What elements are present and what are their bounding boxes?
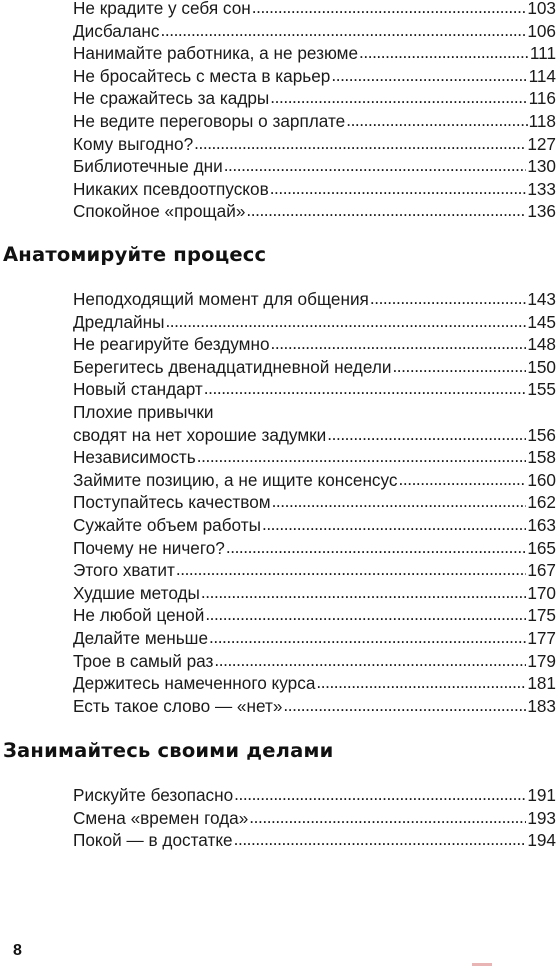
toc-entry-page: 167 [527,560,556,581]
dot-leader [234,783,526,806]
dot-leader [331,64,527,87]
toc-entry-page: 130 [527,156,556,177]
toc-entry-title: Займите позицию, а не ищите консенсус [73,469,398,490]
toc-entry [73,333,556,356]
toc-entry [73,288,556,311]
dot-leader [161,19,527,42]
dot-leader [209,626,526,649]
toc-entry-page: 116 [528,88,556,109]
dot-leader [224,154,527,177]
toc-entry-page: 106 [527,20,556,41]
toc-entry-title: Кому выгодно? [73,133,194,154]
toc-entry-page: 148 [527,334,556,355]
dot-leader [214,649,526,672]
toc-entry-page: 163 [527,514,556,535]
toc-entry [73,672,556,695]
dot-leader [271,332,527,355]
toc-entry-title: Этого хватит [73,560,175,581]
section-heading: Анатомируйте процесс [3,243,267,266]
toc-entry-page: 181 [527,673,556,694]
toc-entry-title: Спокойное «прощай» [73,201,246,222]
toc-entry-title: Нанимайте работника, а не резюме [73,43,359,64]
toc-entry [73,378,556,401]
toc-entry [73,200,556,223]
dot-leader [399,468,527,491]
toc-entry [73,582,556,605]
toc-entry-title: Есть такое слово — «нет» [73,695,283,716]
toc-entry-title: Не реагируйте бездумно [73,334,270,355]
toc-entry-page: 145 [527,311,556,332]
toc-entry [73,42,556,65]
toc-entry-title: Худшие методы [73,582,200,603]
dot-leader [270,86,527,109]
toc-list-continued [73,0,556,223]
toc-entry-page: 179 [527,650,556,671]
toc-entry-page: 143 [527,289,556,309]
toc-entry-page: 170 [527,582,556,603]
dot-leader [359,41,529,64]
toc-entry-title: Не сражайтесь за кадры [73,88,270,109]
toc-entry-page: 150 [527,356,556,377]
toc-entry [73,537,556,560]
dot-leader [176,558,526,581]
toc-entry-title: Библиотечные дни [73,156,223,177]
dot-leader [262,513,526,536]
dot-leader [234,828,527,851]
dot-leader [252,0,527,19]
toc-entry-title: Не бросайтесь с места в карьер [73,65,331,86]
toc-entry [73,311,556,334]
toc-entry-title: Дредлайны [73,311,165,332]
toc-entry [73,446,556,469]
dot-leader [165,310,526,333]
scan-edge-mark [472,963,492,966]
toc-entry [73,695,556,718]
dot-leader [201,581,526,604]
dot-leader [316,671,526,694]
section-heading: Занимайтесь своими делами [3,739,334,762]
toc-entry [73,356,556,379]
toc-entry-page: 156 [527,424,556,445]
toc-entry-page: 136 [527,201,556,222]
toc-entry [73,469,556,492]
toc-entry-title: Смена «времен года» [73,807,249,828]
toc-entry-title: Трое в самый раз [73,650,214,671]
toc-entry-title: Рискуйте безопасно [73,785,234,805]
toc-entry-page: 191 [527,785,556,805]
toc-entry-title: Не ведите переговоры о зарплате [73,110,346,131]
toc-entry-page: 177 [527,627,556,648]
toc-entry [73,627,556,650]
toc-entry [73,559,556,582]
toc-entry [73,178,556,201]
dot-leader [272,490,527,513]
toc-entry-page: 118 [528,110,556,131]
toc-entry-title: Дисбаланс [73,20,160,41]
dot-leader [270,177,527,200]
dot-leader [205,603,526,626]
toc-entry-page: 194 [527,830,556,851]
toc-entry-page: 175 [527,605,556,626]
toc-entry-title: Не крадите у себя сон [73,0,251,18]
toc-entry-page: 183 [527,695,556,716]
toc-entry [73,514,556,537]
dot-leader [392,355,526,378]
toc-entry-title: Держитесь намеченного курса [73,673,316,694]
toc-entry-page: 111 [529,43,556,64]
toc-entry [73,87,556,110]
toc-entry [73,650,556,673]
toc-entry-page: 158 [527,447,556,468]
toc-entry-page: 103 [527,0,556,18]
toc-entry-title: Почему не ничего? [73,537,225,558]
toc-entry [73,133,556,156]
toc-entry [73,829,556,852]
toc-entry-page: 160 [527,469,556,490]
toc-entry-title: Берегитесь двенадцатидневной недели [73,356,392,377]
toc-entry-page: 155 [527,379,556,400]
toc-entry-title: Сужайте объем работы [73,514,261,535]
dot-leader [246,199,526,222]
dot-leader [197,445,527,468]
dot-leader [249,806,526,829]
toc-entry-page: 193 [527,807,556,828]
toc-entry-line2 [73,424,556,447]
toc-entry-title-line1: Плохие привычки [73,401,214,422]
dot-leader [194,132,526,155]
toc-entry [73,784,556,807]
dot-leader [327,423,526,446]
toc-entry-title: Новый стандарт [73,379,203,400]
dot-leader [204,377,527,400]
toc-entry [73,604,556,627]
toc-entry-page: 162 [527,492,556,513]
toc-entry-title: Не любой ценой [73,605,205,626]
toc-list-section [73,784,556,852]
toc-entry [73,0,556,20]
toc-entry-title: Неподходящий момент для общения [73,289,369,309]
dot-leader [226,536,526,559]
dot-leader [346,109,527,132]
toc-entry-page: 114 [528,65,556,86]
dot-leader [283,694,526,717]
toc-entry-title: Независимость [73,447,196,468]
toc-entry [73,110,556,133]
toc-entry-title: Никаких псевдоотпусков [73,178,269,199]
toc-entry-title: Делайте меньше [73,627,208,648]
toc-entry-title: Поступайтесь качеством [73,492,271,513]
toc-entry-page: 133 [527,178,556,199]
toc-entry-title-line2: сводят на нет хорошие задумки [73,424,327,445]
toc-entry [73,401,556,446]
dot-leader [370,287,526,310]
toc-entry-page: 165 [527,537,556,558]
toc-entry-page: 127 [527,133,556,154]
toc-entry [73,20,556,43]
toc-entry [73,491,556,514]
page-number: 8 [13,942,22,959]
toc-list-section [73,288,556,717]
toc-entry [73,65,556,88]
toc-entry [73,155,556,178]
toc-entry [73,807,556,830]
toc-entry-title: Покой — в достатке [73,830,233,851]
